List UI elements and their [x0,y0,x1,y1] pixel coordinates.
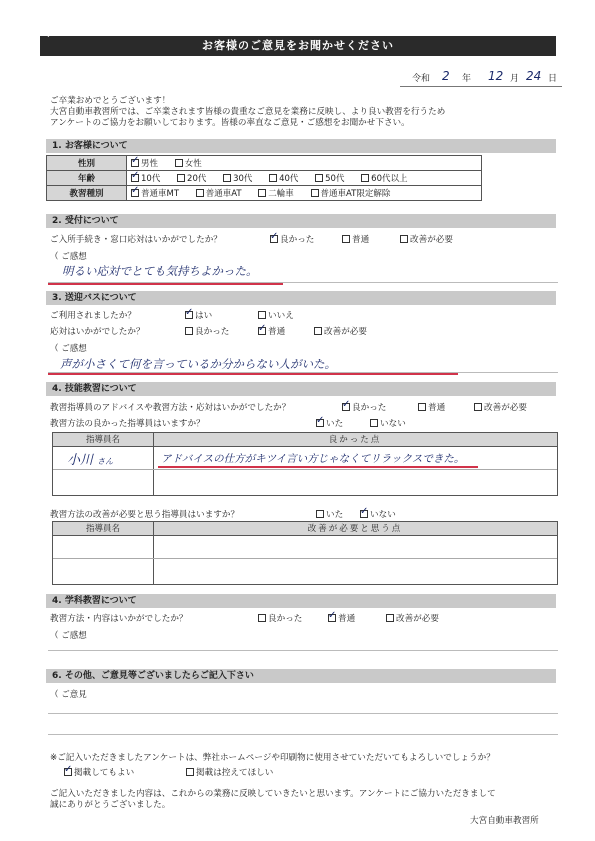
checkbox[interactable] [258,311,266,319]
good-instructor-question: 教習方法の良かった指導員はいますか？ [50,419,205,429]
section-6-header: 6. その他、ご意見等ございましたらご記入下さい [46,669,556,683]
gender-label: 性別 [47,156,127,171]
date-underline [400,86,562,87]
bus-use-question: ご利用されましたか？ [50,311,136,321]
good-point-text: アドバイスの仕方がキツイ言い方じゃなくてリラックスできた。 [161,453,465,465]
checkbox-checked[interactable] [270,235,278,243]
date-row [400,70,560,84]
ruled-line [48,650,558,651]
checkbox-checked[interactable] [342,403,350,411]
improve-instructor-option-no[interactable] [360,508,396,520]
checkbox-checked[interactable] [316,419,324,427]
publication-consent-note: ※ご記入いただきましたアンケートは、弊社ホームページや印刷物に使用させていただいてもよろしいでしょうか？ [50,753,495,763]
good-instructor-option-no[interactable] [370,417,406,429]
checkbox[interactable] [418,403,426,411]
checkbox[interactable] [314,327,322,335]
option-label: 50代 [325,174,345,184]
option-label: いない [380,419,406,429]
age-label: 年齢 [47,171,127,186]
practical-question-row [50,401,560,413]
thanks-text [50,789,570,811]
reception-comment: 明るい応対でとても気持ちよかった。 [62,264,258,278]
checkbox[interactable] [315,174,323,182]
customer-info-table [46,155,482,201]
classroom-option-good[interactable] [258,612,302,624]
reception-option-normal[interactable] [342,233,369,245]
age-option-50s[interactable] [315,174,344,184]
survey-title: お客様のご意見をお聞かせください [40,36,556,56]
bus-use-option-yes[interactable] [185,309,212,321]
column-header-good-point: 良かった点 [328,435,382,445]
date-year-unit: 年 [462,74,472,84]
age-option-30s[interactable] [223,174,252,184]
row-divider [53,558,557,559]
checkbox-checked[interactable] [360,510,368,518]
reception-option-improve[interactable] [400,233,453,245]
course-row [47,186,482,201]
bus-service-question: 応対はいかがでしたか？ [50,327,145,337]
course-options [127,186,482,201]
classroom-option-normal[interactable] [328,612,355,624]
instructor-name-text: 小川 [67,453,94,468]
checkbox-checked[interactable] [258,327,266,335]
practical-question: 教習指導員のアドバイスや教習方法・応対はいかがでしたか？ [50,403,291,413]
checkbox-checked[interactable] [328,614,336,622]
thanks-line: 誠にありがとうございました。 [50,800,171,810]
good-instructor-question-row [50,417,560,429]
option-label: 普通 [428,403,446,413]
gender-option-female[interactable] [175,159,202,169]
age-option-60s-plus[interactable] [361,174,407,184]
other-comment-label: （ ご意見 [50,690,87,700]
checkbox-checked[interactable] [131,189,139,197]
option-label: 普通車MT [141,189,180,199]
date-month: 12 [488,69,504,83]
bus-service-question-row [50,325,560,337]
good-instructor-name [67,449,113,468]
option-label: はい [195,311,213,321]
option-label: 良かった [352,403,387,413]
option-label: 普通 [268,327,286,337]
section-3-header: 3. 送迎バスについて [46,291,556,305]
checkbox-checked[interactable] [64,768,72,776]
title-mark: ` [46,35,51,46]
checkbox[interactable] [196,189,204,197]
good-point-underline [158,466,478,468]
bus-service-option-normal[interactable] [258,325,285,337]
option-label: 男性 [141,159,159,169]
reception-comment-underline [48,283,283,285]
checkbox[interactable] [474,403,482,411]
good-instructor-option-yes[interactable] [316,417,343,429]
option-label: いた [326,510,344,520]
course-option-at-release[interactable] [311,189,391,199]
option-label: 60代以上 [371,174,408,184]
checkbox[interactable] [269,174,277,182]
comment-label-text: ご感想 [61,252,87,262]
column-header-instructor: 指導員名 [85,524,120,534]
classroom-question-row [50,612,560,624]
checkbox[interactable] [258,189,266,197]
company-name: 大宮自動車教習所 [470,816,539,826]
bus-service-option-improve[interactable] [314,325,367,337]
checkbox[interactable] [258,614,266,622]
ruled-line [48,282,558,283]
consent-option-decline[interactable] [186,766,273,778]
reception-option-good[interactable] [270,233,314,245]
checkbox[interactable] [386,614,394,622]
classroom-option-improve[interactable] [386,612,439,624]
option-label: 普通 [338,614,356,624]
option-label: いない [370,510,396,520]
option-label: 普通車AT限定解除 [320,189,391,199]
column-header-instructor: 指導員名 [85,435,120,445]
improve-instructor-option-yes[interactable] [316,508,343,520]
column-divider [153,433,154,495]
age-row [47,171,482,186]
age-option-10s[interactable] [131,174,160,184]
section-5-header: 4. 学科教習について [46,594,556,608]
date-month-unit: 月 [510,74,520,84]
option-label: 掲載してもよい [74,768,135,778]
bus-comment: 声が小さくて何を言っているか分からない人がいた。 [60,357,336,371]
ruled-line [48,713,558,714]
consent-option-allow[interactable] [64,766,134,778]
bus-comment-underline [48,373,458,375]
intro-text [50,96,570,129]
gender-options [127,156,482,171]
bus-use-option-no[interactable] [258,309,294,321]
checkbox[interactable] [316,510,324,518]
option-label: 改善が必要 [410,235,453,245]
date-year: 2 [442,69,450,83]
course-option-at[interactable] [196,189,242,199]
checkbox[interactable] [311,189,319,197]
age-option-40s[interactable] [269,174,298,184]
reception-comment-label: （ ご感想 [50,252,87,262]
column-header-improve-point: 改善が必要と思う点 [307,524,403,534]
improve-instructor-question: 教習方法の改善が必要と思う指導員はいますか？ [50,510,240,520]
course-label: 教習種別 [47,186,127,201]
option-label: 掲載は控えてほしい [196,768,274,778]
column-divider [153,522,154,584]
option-label: 改善が必要 [324,327,367,337]
bus-comment-label: （ ご感想 [50,344,87,354]
option-label: 二輪車 [268,189,294,199]
section-2-header: 2. 受付について [46,214,556,228]
age-option-20s[interactable] [177,174,206,184]
option-label: 40代 [279,174,299,184]
gender-option-male[interactable] [131,159,158,169]
option-label: いた [326,419,344,429]
checkbox-checked[interactable] [131,159,139,167]
practical-option-normal[interactable] [418,401,445,413]
checkbox[interactable] [185,327,193,335]
checkbox[interactable] [175,159,183,167]
table-header [53,522,557,536]
comment-label-text: ご感想 [61,631,87,641]
bus-use-question-row [50,309,560,321]
option-label: 良かった [280,235,315,245]
classroom-question: 教習方法・内容はいかがでしたか？ [50,614,188,624]
practical-option-good[interactable] [342,401,386,413]
option-label: 10代 [141,174,161,184]
option-label: 改善が必要 [484,403,527,413]
option-label: 普通車AT [205,189,242,199]
option-label: 改善が必要 [396,614,439,624]
section-1-header: 1. お客様について [46,139,556,153]
checkbox[interactable] [186,768,194,776]
row-divider [53,469,557,470]
comment-label-text: ご感想 [61,344,87,354]
checkbox[interactable] [342,235,350,243]
checkbox-checked[interactable] [185,311,193,319]
option-label: 良かった [195,327,230,337]
option-label: 20代 [187,174,207,184]
date-day: 24 [526,69,542,83]
option-label: 良かった [268,614,303,624]
checkbox[interactable] [361,174,369,182]
bus-service-option-good[interactable] [185,325,229,337]
option-label: 女性 [184,159,202,169]
reception-question: ご入所手続き・窓口応対はいかがでしたか？ [50,235,222,245]
improve-instructor-table [52,521,558,585]
intro-line: 大宮自動車教習所では、ご卒業されます皆様の貴重なご意見を業務に反映し、より良い教習を行うため [50,107,446,117]
good-instructor-table [52,432,558,496]
practical-option-improve[interactable] [474,401,527,413]
comment-label-text: ご意見 [61,690,87,700]
option-label: 普通 [352,235,370,245]
gender-row [47,156,482,171]
ruled-line [48,734,558,735]
checkbox[interactable] [177,174,185,182]
course-option-motorcycle[interactable] [258,189,294,199]
publication-consent-row [64,766,464,778]
date-era: 令和 [412,74,431,84]
thanks-line: ご記入いただきました内容は、これからの業務に反映していきたいと思います。アンケートにご協力いただきまして [50,789,496,799]
option-label: 30代 [233,174,253,184]
improve-instructor-question-row [50,508,560,520]
date-day-unit: 日 [548,74,558,84]
classroom-comment-label: （ ご感想 [50,631,87,641]
table-header [53,433,557,447]
intro-line: ご卒業おめでとうございます！ [50,96,171,106]
checkbox-checked[interactable] [131,174,139,182]
option-label: いいえ [268,311,294,321]
intro-line: アンケートのご協力をお願いしております。皆様の率直なご意見・ご感想をお聞かせ下さい。 [50,118,410,128]
checkbox[interactable] [370,419,378,427]
course-option-mt[interactable] [131,189,179,199]
ruled-line [48,372,558,373]
instructor-honorific: さん [97,457,114,466]
checkbox[interactable] [223,174,231,182]
age-options [127,171,482,186]
reception-question-row [50,233,560,245]
section-4-header: 4. 技能教習について [46,382,556,396]
checkbox[interactable] [400,235,408,243]
